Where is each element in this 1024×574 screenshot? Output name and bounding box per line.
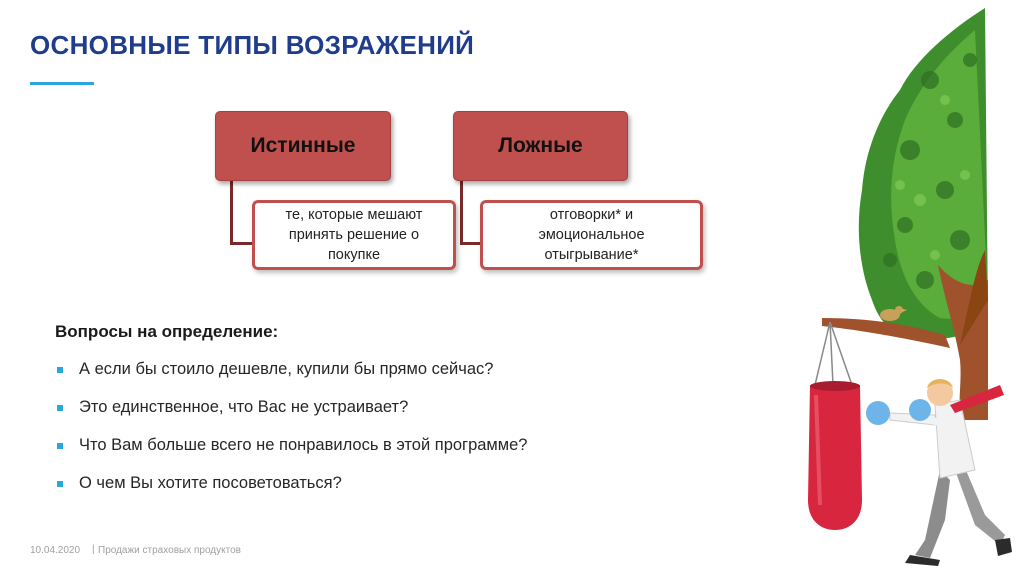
description-false: отговорки* и эмоциональное отыгрывание* [538, 207, 645, 263]
punching-bag-illustration [808, 381, 862, 530]
tree-boxer-illustration [800, 0, 1024, 574]
footer-separator: | [92, 544, 95, 555]
boxer-illustration [866, 379, 1012, 566]
list-item [57, 360, 527, 398]
bullet-square-icon [57, 405, 63, 411]
description-true: те, которые мешают принять решение о покупке [285, 207, 423, 263]
list-item [57, 436, 527, 474]
tree-illustration [822, 8, 988, 420]
category-box-false [453, 111, 628, 181]
chain-icon [815, 322, 852, 385]
bullet-square-icon [57, 443, 63, 449]
category-label-true: Истинные [250, 134, 356, 157]
question-text: О чем Вы хотите посоветоваться? [79, 474, 342, 492]
list-item [57, 474, 527, 512]
footer-date: 10.04.2020 [30, 545, 81, 556]
question-text: Что Вам больше всего не понравилось в этой программе? [79, 436, 528, 454]
category-box-true [215, 111, 391, 181]
description-box-false [480, 200, 703, 270]
title-underline [30, 82, 94, 85]
description-box-true [252, 200, 456, 270]
slide-title: ОСНОВНЫЕ ТИПЫ ВОЗРАЖЕНИЙ [30, 30, 475, 60]
questions-title: Вопросы на определение: [55, 322, 279, 341]
question-text: Это единственное, что Вас не устраивает? [79, 398, 409, 416]
bullet-square-icon [57, 367, 63, 373]
question-text: А если бы стоило дешевле, купили бы прямо сейчас? [79, 360, 494, 378]
list-item [57, 398, 527, 436]
category-label-false: Ложные [498, 134, 583, 157]
footer-text: Продажи страховых продуктов [98, 545, 241, 556]
questions-list [57, 360, 527, 512]
bullet-square-icon [57, 481, 63, 487]
